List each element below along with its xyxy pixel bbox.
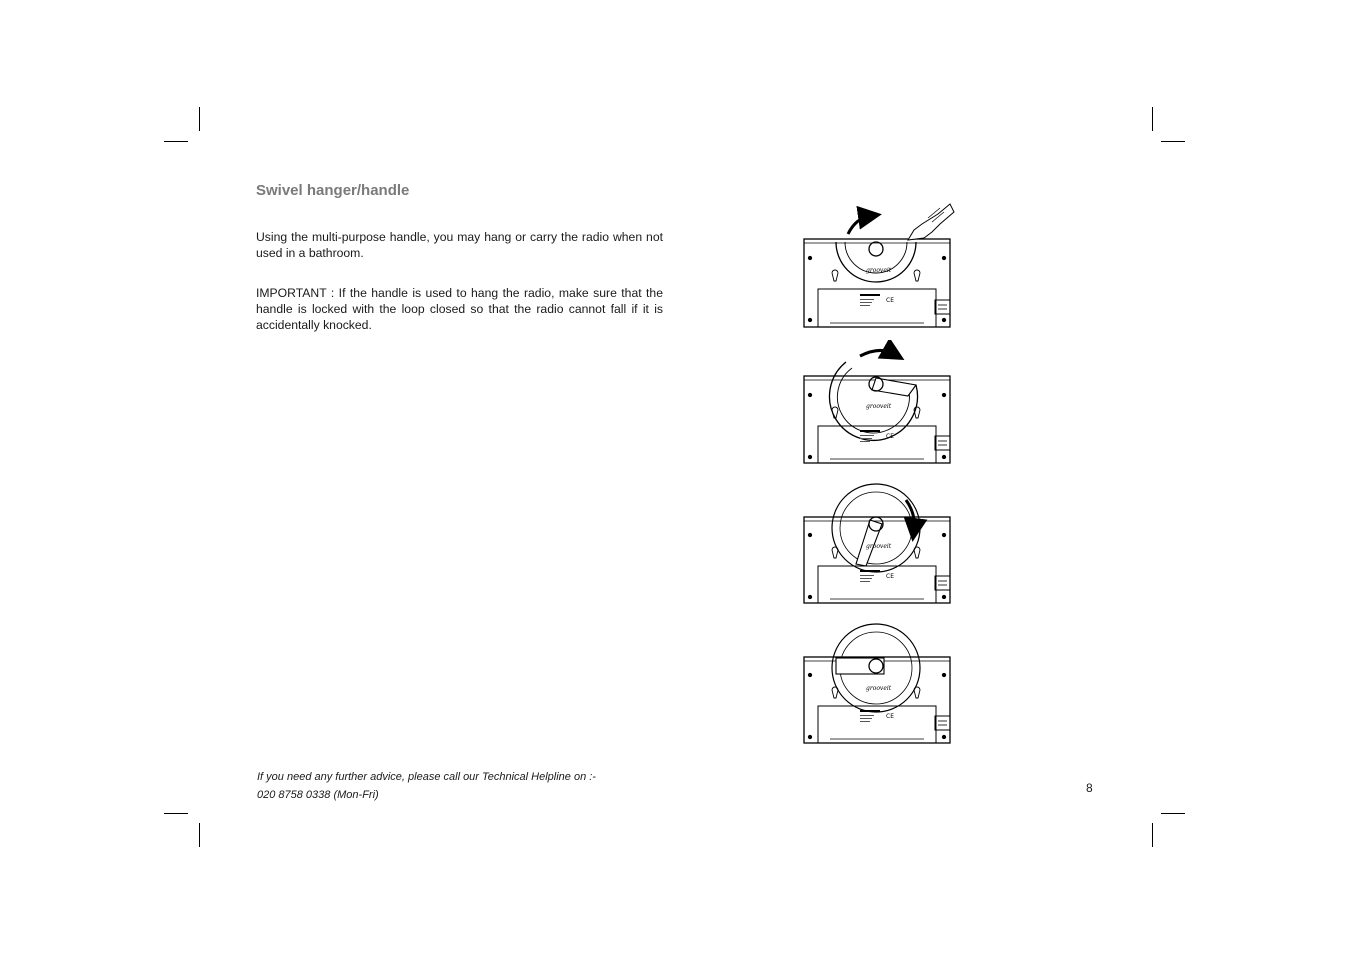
crop-mark [164, 813, 188, 814]
svg-text:grooveit: grooveit [866, 543, 892, 550]
crop-mark [164, 141, 188, 142]
svg-text:grooveit: grooveit [866, 685, 892, 692]
figure-step-4 [790, 618, 970, 748]
radio-rear-illustration [790, 190, 970, 332]
figure-step-3 [790, 478, 970, 608]
svg-text:grooveit: grooveit [866, 403, 892, 410]
intro-paragraph: Using the multi-purpose handle, you may hang or carry the radio when not used in a bathroom. [256, 230, 663, 260]
svg-text:CE: CE [886, 573, 894, 580]
svg-text:CE: CE [886, 433, 894, 440]
svg-text:CE: CE [886, 297, 894, 304]
svg-text:CE: CE [886, 713, 894, 720]
section-title: Swivel hanger/handle [256, 182, 410, 199]
crop-mark [1152, 107, 1153, 131]
crop-mark [199, 107, 200, 131]
figure-step-1 [790, 190, 970, 332]
important-paragraph: IMPORTANT : If the handle is used to hang the radio, make sure that the handle is locked with the loop closed so that the radio cannot fall if it is accidentally knocked. [256, 286, 663, 332]
crop-mark [1152, 823, 1153, 847]
helpline-text: If you need any further advice, please call our Technical Helpline on :- [257, 771, 596, 783]
crop-mark [1161, 813, 1185, 814]
crop-mark [199, 823, 200, 847]
helpline-footer [257, 768, 596, 804]
page-number: 8 [1086, 781, 1093, 795]
svg-text:grooveit: grooveit [866, 267, 892, 274]
crop-mark [1161, 141, 1185, 142]
figure-step-2 [790, 340, 970, 470]
radio-rear-illustration [790, 478, 970, 608]
helpline-number: 020 8758 0338 (Mon-Fri) [257, 789, 379, 801]
radio-rear-illustration [790, 618, 970, 748]
radio-rear-illustration [790, 340, 970, 470]
